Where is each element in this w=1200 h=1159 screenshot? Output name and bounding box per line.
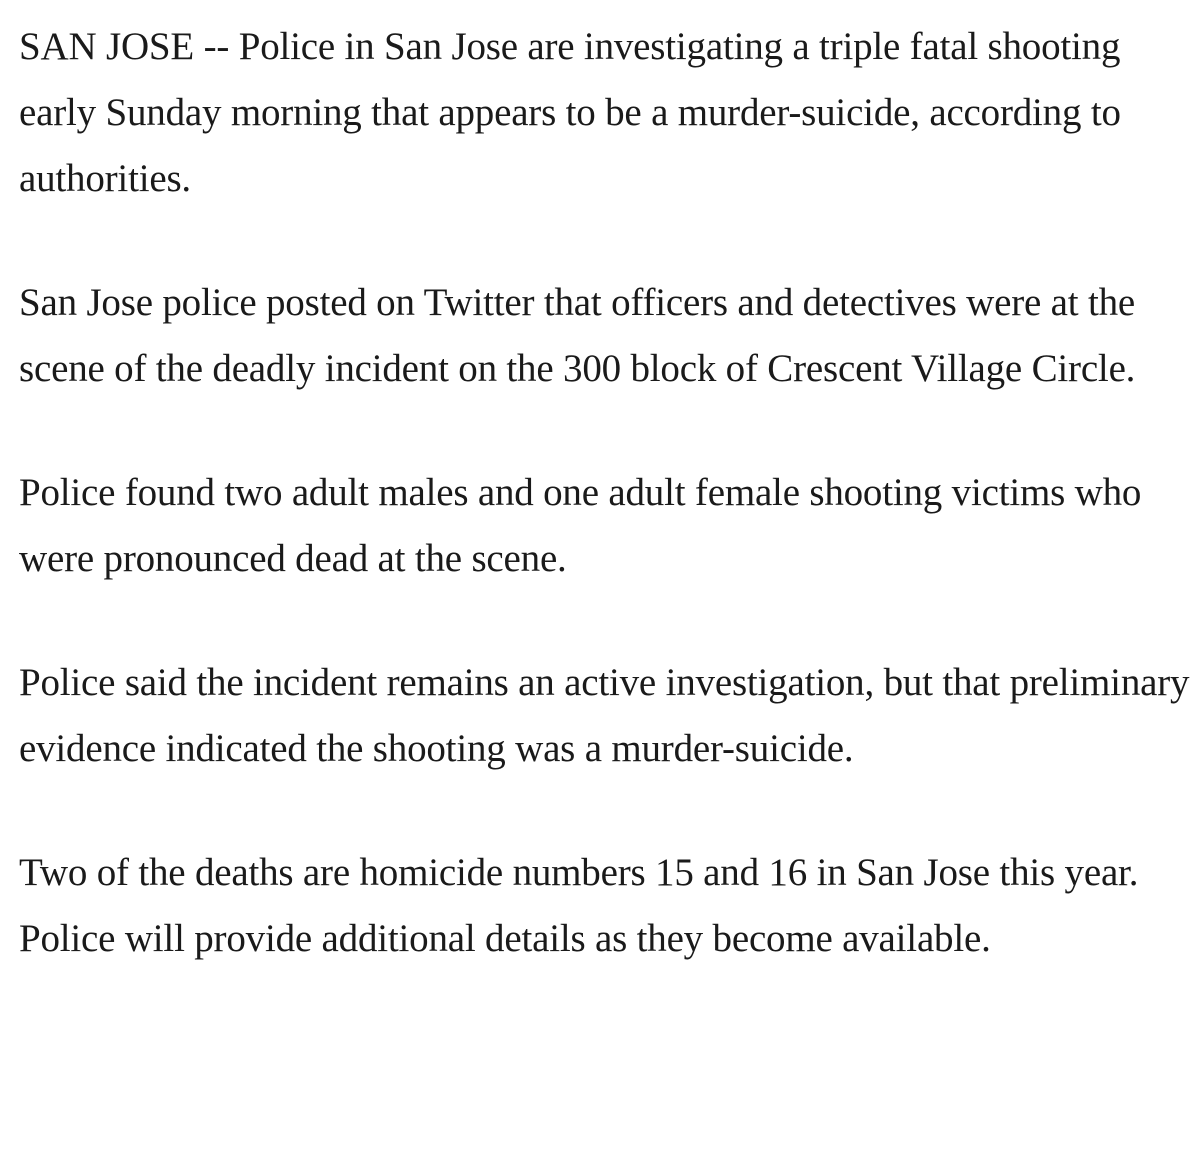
article-paragraph-twitter-post: San Jose police posted on Twitter that officers and detectives were at the scene of the deadly incident on the 300 block of Crescent Village Circle.: [19, 281, 1136, 390]
article-paragraph-homicide-count: Two of the deaths are homicide numbers 15 and 16 in San Jose this year. Police will provide additional details as they become available.: [19, 851, 1139, 960]
article-paragraph-lede: SAN JOSE -- Police in San Jose are investigating a triple fatal shooting early Sunday morning that appears to be a murder-suicide, according to authorities.: [19, 25, 1121, 200]
article-paragraph-victims: Police found two adult males and one adult female shooting victims who were pronounced dead at the scene.: [19, 471, 1142, 580]
article-paragraph-investigation: Police said the incident remains an active investigation, but that preliminary evidence indicated the shooting was a murder-suicide.: [19, 661, 1190, 770]
